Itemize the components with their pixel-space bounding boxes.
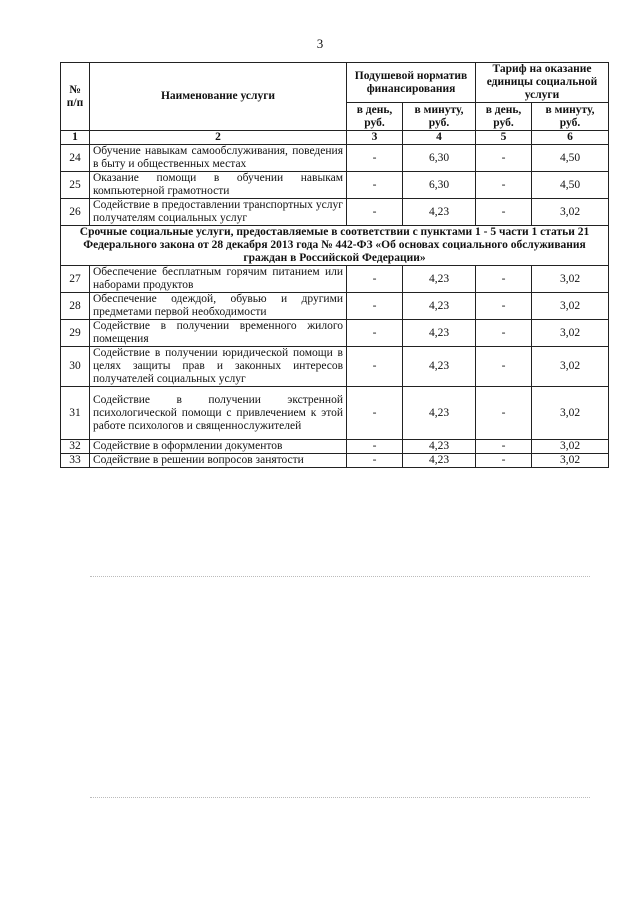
financing-norm-header: Подушевой норматив финансирования xyxy=(347,63,476,103)
norm-minute-header: в минуту, руб. xyxy=(403,103,476,131)
column-index: 1 xyxy=(61,131,90,145)
tariff-day-value: - xyxy=(476,454,532,468)
service-name: Содействие в получении экстренной психологической помощи с привлечением к этой работе психологов и священнослужителей xyxy=(90,387,347,440)
tariff-minute-value: 3,02 xyxy=(532,347,609,387)
col-num-header: № п/п xyxy=(61,63,90,131)
col-name-header: Наименование услуги xyxy=(90,63,347,131)
norm-minute-value: 4,23 xyxy=(403,293,476,320)
tariff-minute-value: 3,02 xyxy=(532,454,609,468)
service-name: Оказание помощи в обучении навыкам компьютерной грамотности xyxy=(90,172,347,199)
table-header-row xyxy=(61,63,609,103)
service-name: Обеспечение одеждой, обувью и другими предметами первой необходимости xyxy=(90,293,347,320)
norm-day-value: - xyxy=(347,266,403,293)
column-index: 3 xyxy=(347,131,403,145)
service-name: Содействие в решении вопросов занятости xyxy=(90,454,347,468)
tariff-day-value: - xyxy=(476,172,532,199)
norm-day-value: - xyxy=(347,293,403,320)
table-row xyxy=(61,266,609,293)
row-number: 26 xyxy=(61,199,90,226)
norm-day-value: - xyxy=(347,440,403,454)
table-row xyxy=(61,440,609,454)
norm-minute-value: 4,23 xyxy=(403,266,476,293)
table-row xyxy=(61,387,609,440)
tariff-minute-value: 3,02 xyxy=(532,293,609,320)
row-number: 33 xyxy=(61,454,90,468)
table-row xyxy=(61,347,609,387)
norm-minute-value: 4,23 xyxy=(403,347,476,387)
tariff-minute-header: в минуту, руб. xyxy=(532,103,609,131)
tariff-table xyxy=(60,62,609,468)
row-number: 25 xyxy=(61,172,90,199)
table-row xyxy=(61,172,609,199)
norm-minute-value: 4,23 xyxy=(403,454,476,468)
tariff-day-value: - xyxy=(476,266,532,293)
tariff-minute-value: 4,50 xyxy=(532,145,609,172)
table-row xyxy=(61,320,609,347)
norm-day-value: - xyxy=(347,172,403,199)
column-index: 2 xyxy=(90,131,347,145)
tariff-day-value: - xyxy=(476,199,532,226)
service-name: Содействие в получении временного жилого помещения xyxy=(90,320,347,347)
norm-minute-value: 6,30 xyxy=(403,172,476,199)
scan-artifact-line xyxy=(90,576,590,577)
section-heading-row xyxy=(61,226,609,266)
row-number: 30 xyxy=(61,347,90,387)
tariff-day-value: - xyxy=(476,347,532,387)
tariff-minute-value: 3,02 xyxy=(532,320,609,347)
norm-minute-value: 6,30 xyxy=(403,145,476,172)
tariff-day-value: - xyxy=(476,440,532,454)
norm-day-value: - xyxy=(347,199,403,226)
row-number: 32 xyxy=(61,440,90,454)
tariff-day-value: - xyxy=(476,387,532,440)
norm-minute-value: 4,23 xyxy=(403,387,476,440)
norm-minute-value: 4,23 xyxy=(403,320,476,347)
table-row xyxy=(61,145,609,172)
column-index: 6 xyxy=(532,131,609,145)
column-index: 5 xyxy=(476,131,532,145)
row-number: 28 xyxy=(61,293,90,320)
norm-day-value: - xyxy=(347,320,403,347)
service-name: Содействие в получении юридической помощи в целях защиты прав и законных интересов получателей социальных услуг xyxy=(90,347,347,387)
tariff-minute-value: 4,50 xyxy=(532,172,609,199)
service-name: Содействие в предоставлении транспортных услуг получателям социальных услуг xyxy=(90,199,347,226)
table-row xyxy=(61,454,609,468)
section-heading: Срочные социальные услуги, предоставляемые в соответствии с пунктами 1 - 5 части 1 статьи 21 Федерального закона от 28 декабря 2013 года № 442-ФЗ «Об основах социального обслуживания граждан в Российской Федерации» xyxy=(61,226,609,266)
table-row xyxy=(61,199,609,226)
tariff-day-value: - xyxy=(476,145,532,172)
tariff-minute-value: 3,02 xyxy=(532,199,609,226)
row-number: 27 xyxy=(61,266,90,293)
norm-day-value: - xyxy=(347,387,403,440)
scan-artifact-line xyxy=(90,797,590,798)
norm-minute-value: 4,23 xyxy=(403,440,476,454)
tariff-day-header: в день, руб. xyxy=(476,103,532,131)
norm-day-value: - xyxy=(347,454,403,468)
service-name: Обучение навыкам самообслуживания, поведения в быту и общественных местах xyxy=(90,145,347,172)
tariff-day-value: - xyxy=(476,293,532,320)
row-number: 24 xyxy=(61,145,90,172)
column-index: 4 xyxy=(403,131,476,145)
norm-minute-value: 4,23 xyxy=(403,199,476,226)
row-number: 29 xyxy=(61,320,90,347)
tariff-minute-value: 3,02 xyxy=(532,387,609,440)
table-row xyxy=(61,293,609,320)
page-number: 3 xyxy=(316,36,324,51)
column-index-row xyxy=(61,131,609,145)
norm-day-value: - xyxy=(347,145,403,172)
service-name: Обеспечение бесплатным горячим питанием или наборами продуктов xyxy=(90,266,347,293)
tariff-day-value: - xyxy=(476,320,532,347)
row-number: 31 xyxy=(61,387,90,440)
tariff-header: Тариф на оказание единицы социальной услуги xyxy=(476,63,609,103)
tariff-minute-value: 3,02 xyxy=(532,440,609,454)
norm-day-value: - xyxy=(347,347,403,387)
norm-day-header: в день, руб. xyxy=(347,103,403,131)
tariff-minute-value: 3,02 xyxy=(532,266,609,293)
service-name: Содействие в оформлении документов xyxy=(90,440,347,454)
